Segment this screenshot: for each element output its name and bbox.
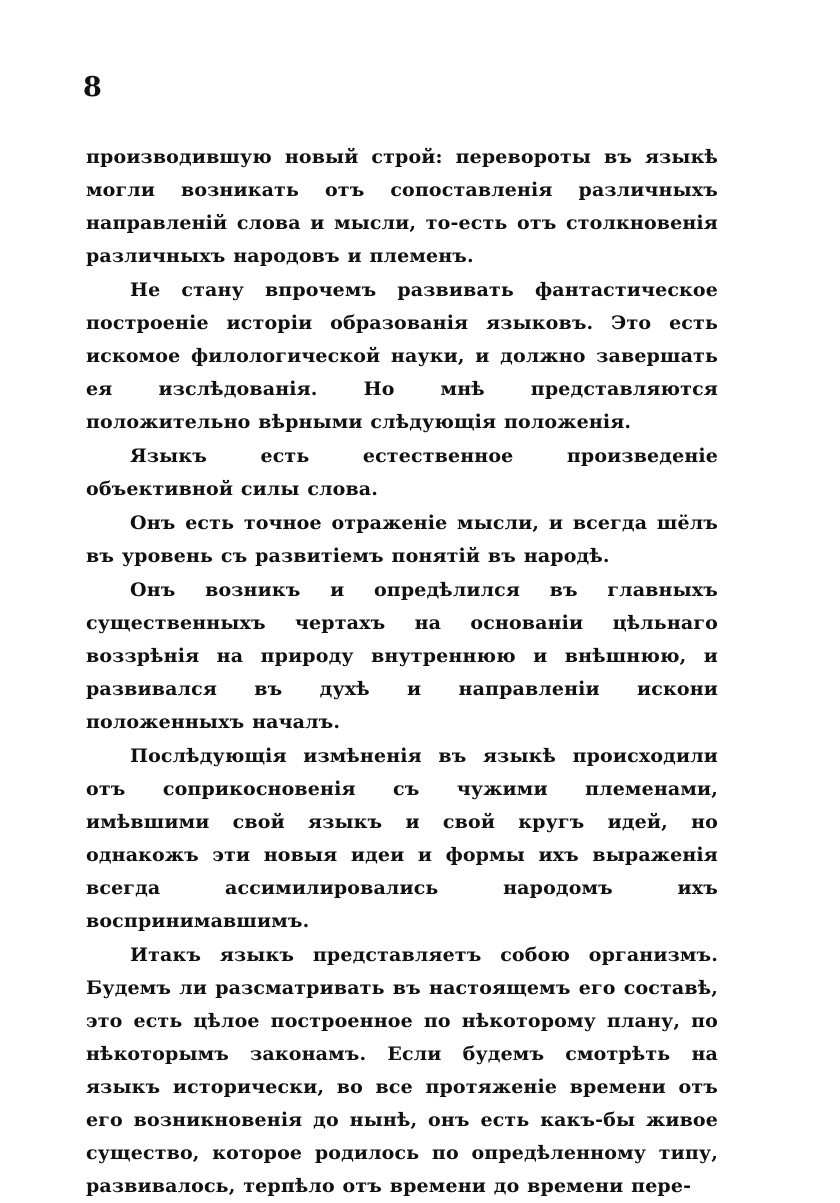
page-text-block: [86, 141, 718, 1203]
paragraph-2: Не стану впрочемъ развивать фантастическое построеніе исторіи образованія языковъ. Это есть искомое филологической науки, и должно завершать ея изслѣдованія. Но мнѣ представляются положительно вѣрными слѣдующія положенія.: [86, 279, 718, 433]
paragraph-7: Итакъ языкъ представляетъ собою организмъ. Будемъ ли разсматривать въ настоящемъ его составѣ, это есть цѣлое построенное по нѣкоторому плану, по нѣкоторымъ законамъ. Если будемъ смотрѣть на языкъ исторически, во все протяженіе времени отъ его возникновенія до нынѣ, онъ есть какъ-бы живое существо, которое родилось по опредѣленному типу, развивалось, терпѣло отъ времени до времени пере-: [86, 944, 718, 1197]
paragraph-3: Языкъ есть естественное произведеніе объективной силы слова.: [86, 445, 718, 500]
paragraph-5: Онъ возникъ и опредѣлился въ главныхъ существенныхъ чертахъ на основаніи цѣльнаго воззрѣнія на природу внутреннюю и внѣшнюю, и развивался въ духѣ и направленіи искони положенныхъ началъ.: [86, 579, 718, 733]
paragraph-1: производившую новый строй: перевороты въ языкѣ могли возникать отъ сопоставленія различныхъ направленій слова и мысли, то-есть отъ столкновенія различныхъ народовъ и племенъ.: [86, 146, 718, 267]
paragraph-6: Послѣдующія измѣненія въ языкѣ происходили отъ соприкосновенія съ чужими племенами, имѣвшими свой языкъ и свой кругъ идей, но однакожъ эти новыя идеи и формы ихъ выраженія всегда ассимилировались народомъ ихъ воспринимавшимъ.: [86, 745, 718, 932]
page-number: 8: [83, 72, 102, 103]
paragraph-4: Онъ есть точное отраженіе мысли, и всегда шёлъ въ уровень съ развитіемъ понятій въ народѣ.: [86, 512, 718, 567]
